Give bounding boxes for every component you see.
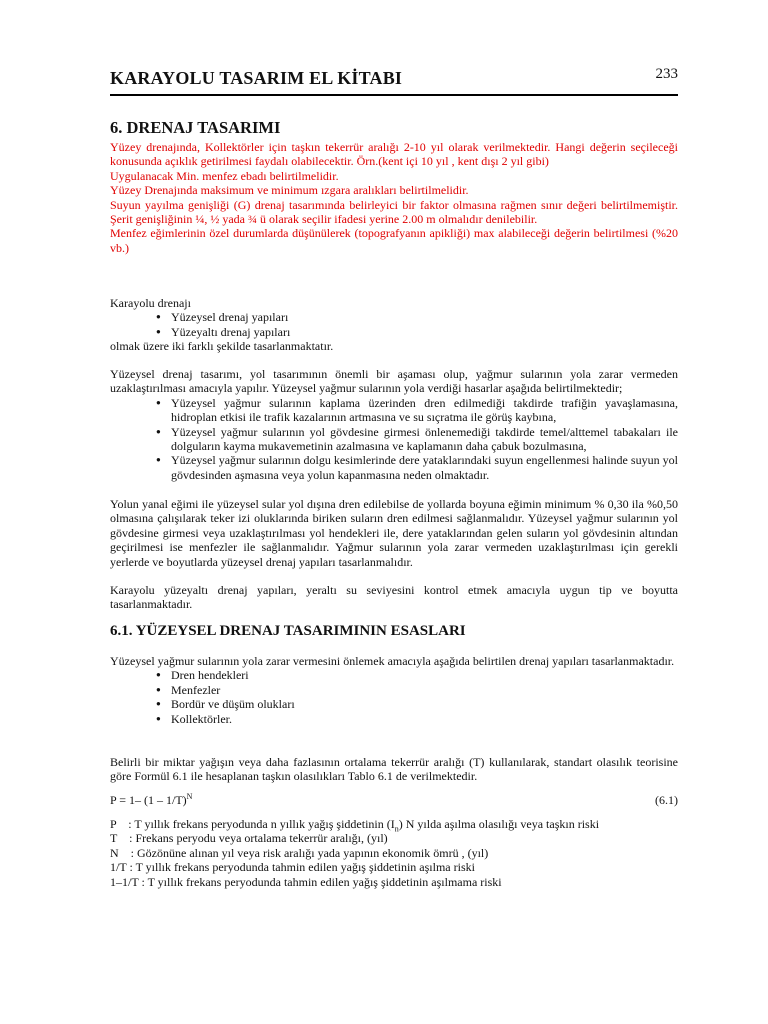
- list-item: ● Yüzeysel yağmur sularının kaplama üzerinden dren edilmediği takdirde trafiğin yavaşlamasına, hidroplan etkisi ile trafik kazalarının artmasına ve su sıçratma ile görüş kaybına,: [156, 396, 678, 425]
- review-notes: [110, 140, 678, 255]
- definition-text: ) N yılda aşılma olasılığı veya taşkın riski: [398, 817, 600, 831]
- slope-paragraph: Yolun yanal eğimi ile yüzeysel sular yol dışına dren edilebilse de yollarda boyuna eğimin minimum % 0,30 ila %0,50 olmasına çalışılarak teker izi oluklarında biriken suların dren edilmesi sağlanmalıdır. Yüzeysel yağmur sularının yol gövdesine girmesi veya uzaklaştırılması yol hendekleri ile, dere yataklarından gelen suların yol gövdesinin altından geçirilmesi ise menfezler ile sağlanmalıdır. Yağmur sularının yola zarar vermeden uzaklaştırılması için gerekli yerlerde ve boyutlarda yüzeysel drenaj yapıları tasarlanmalıdır.: [110, 497, 678, 569]
- review-note: Yüzey Drenajında maksimum ve minimum ızgara aralıkları belirtilmelidir.: [110, 183, 469, 198]
- equation-exponent: N: [186, 792, 193, 801]
- definition-one-minus: 1–1/T : T yıllık frekans peryodunda tahmin edilen yağış şiddetinin aşılmama riski: [110, 874, 502, 889]
- page-number: 233: [655, 66, 678, 82]
- intro-label: Karayolu drenajı: [110, 296, 191, 310]
- list-item: ● Yüzeysel yağmur sularının yol gövdesine girmesi önlenemediği takdirde temel/alttemel tabakaları ile dolguların kayma mukavemetinin azalmasına ve kaplamanın daha çabuk bozulmasına,: [156, 425, 678, 454]
- surface-drainage-paragraph: [110, 367, 678, 482]
- definition-text: P : T yıllık frekans peryodunda n yıllık yağış şiddetinin (I: [110, 817, 395, 831]
- definition-t: T : Frekans peryodu veya ortalama tekerrür aralığı, (yıl): [110, 831, 388, 846]
- section-6-1-heading: 6.1. YÜZEYSEL DRENAJ TASARIMININ ESASLARI: [110, 623, 466, 639]
- equation-6-1: [110, 793, 678, 808]
- definition-inv-t: 1/T : T yıllık frekans peryodunda tahmin edilen yağış şiddetinin aşılma riski: [110, 860, 475, 875]
- list-item: ● Yüzeyaltı drenaj yapıları: [156, 325, 678, 339]
- list-item: ● Yüzeysel drenaj yapıları: [156, 310, 678, 324]
- subsurface-paragraph: Karayolu yüzeyaltı drenaj yapıları, yeraltı su seviyesini kontrol etmek amacıyla uygun tip ve boyutta tasarlanmaktadır.: [110, 583, 678, 612]
- running-header: [110, 66, 678, 96]
- structures-paragraph: [110, 654, 678, 726]
- list-item: ● Dren hendekleri: [156, 668, 678, 682]
- list-item: ● Yüzeysel yağmur sularının dolgu kesimlerinde dere yataklarındaki suyun engellenmesi halinde suyun yol gövdesinden aşmasına veya yolun kapanmasına neden olmaktadır.: [156, 453, 678, 482]
- document-page: [110, 0, 678, 889]
- review-note: Menfez eğimlerinin özel durumlarda düşünülerek (topografyanın apikliği) max alabileceği değerin belirtilmesi (%20 vb.): [110, 226, 678, 255]
- paragraph: Yüzeysel yağmur sularının yola zarar vermesini önlemek amacıyla aşağıda belirtilen drenaj yapıları tasarlanmaktadır.: [110, 654, 675, 668]
- equation-number: (6.1): [655, 793, 678, 807]
- definitions: [110, 817, 678, 889]
- list-item: ● Bordür ve düşüm olukları: [156, 697, 678, 711]
- formula-paragraph: Belirli bir miktar yağışın veya daha fazlasının ortalama tekerrür aralığı (T) kullanılarak, standart olasılık teorisine göre Formül 6.1 ile hesaplanan taşkın olasılıkları Tablo 6.1 de verilmektedir.: [110, 755, 678, 784]
- damage-list: [156, 396, 678, 482]
- paragraph: Yüzeysel drenaj tasarımı, yol tasarımının önemli bir aşaması olup, yağmur sularının yola zarar vermeden uzaklaştırılması amacıyla yapılır. Yüzeysel yağmur sularının yola verdiği hasarlar aşağıda belirtilmektedir;: [110, 367, 678, 396]
- review-note: Yüzey drenajında, Kollektörler için taşkın tekerrür aralığı 2-10 yıl olarak verilmektedir. Hangi değerin seçileceği konusunda açıklık getirilmesi faydalı olabilecektir. Örn.(kent içi 10 yıl , kent dışı 2 yıl gibi): [110, 140, 678, 169]
- drainage-type-list: [156, 310, 678, 339]
- equation-lhs: P = 1– (1 – 1/T): [110, 793, 187, 807]
- review-note: Uygulanacak Min. menfez ebadı belirtilmelidir.: [110, 168, 339, 183]
- review-note: Suyun yayılma genişliği (G) drenaj tasarımında belirleyici bir faktor olmasına rağmen sınır değeri belirtilmemiştir. Şerit genişliğinin ¼, ½ yada ¾ ü olarak seçilir ifadesi yerine 2.00 m olmalıdır denilebilir.: [110, 197, 678, 227]
- definition-p: [110, 817, 678, 834]
- list-item: ● Menfezler: [156, 683, 678, 697]
- book-title: KARAYOLU TASARIM EL KİTABI: [110, 68, 403, 88]
- subscript: n: [394, 824, 399, 834]
- intro-end: olmak üzere iki farklı şekilde tasarlanmaktatır.: [110, 339, 334, 354]
- drainage-intro: [110, 296, 678, 354]
- list-item: ● Kollektörler.: [156, 712, 678, 726]
- section-6-heading: 6. DRENAJ TASARIMI: [110, 118, 281, 137]
- structures-list: [156, 668, 678, 726]
- definition-n: N : Gözönüne alınan yıl veya risk aralığı yada yapının ekonomik ömrü , (yıl): [110, 845, 489, 860]
